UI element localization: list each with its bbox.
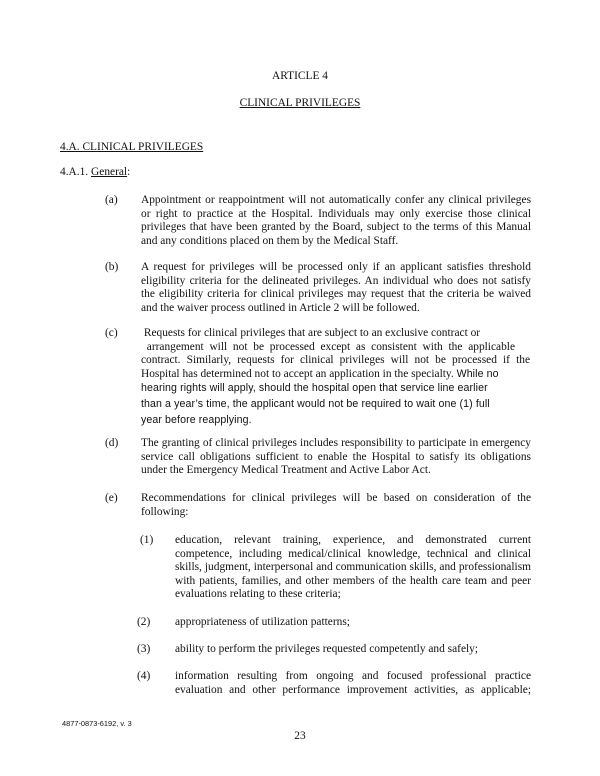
- subitem-text-4-content: information resulting from ongoing and focused professional practice evaluation and other performance improvement activities, as applicable;: [175, 670, 531, 696]
- article-title-text: CLINICAL PRIVILEGES: [239, 97, 361, 109]
- item-c-inserted-start: While no: [456, 367, 499, 380]
- item-label-e: (e): [105, 492, 118, 504]
- item-c-inserted-line-1: hearing rights will apply, should the hospital open that service line earlier: [141, 382, 488, 395]
- item-c-inserted-line-3: year before reapplying.: [141, 413, 252, 426]
- subitem-text-3: ability to perform the privileges requested competently and safely;: [175, 643, 479, 655]
- item-label-a: (a): [105, 194, 118, 206]
- subitem-label-1: (1): [140, 534, 154, 546]
- item-c-inserted-line-2: than a year’s time, the applicant would not be required to wait one (1) full: [141, 397, 490, 410]
- subsection-colon: :: [127, 166, 131, 178]
- section-heading: 4.A. CLINICAL PRIVILEGES: [60, 141, 204, 153]
- item-c-line-4-text: Hospital has determined not to accept an application in the specialty.: [141, 367, 454, 380]
- item-text-b: A request for privileges will be processed only if an applicant satisfies threshold eligibility criteria for the delineated privileges. An individual who does not satisfy the eligibility criteria for clinical privileges may request that the criteria be waived and the waiver process outlined in Article 2 will be followed.: [141, 261, 531, 314]
- subitem-label-4: (4): [137, 670, 151, 682]
- subsection-heading: [60, 166, 130, 180]
- document-id: 4877-0873-6192, v. 3: [62, 719, 132, 728]
- subitem-text-4: [175, 670, 531, 697]
- page-number: 23: [294, 730, 306, 742]
- item-label-c: (c): [105, 327, 118, 339]
- item-label-d: (d): [105, 437, 119, 449]
- item-text-e: Recommendations for clinical privileges will be based on consideration of the following:: [141, 492, 531, 518]
- item-c-line-4: [141, 368, 533, 382]
- subitem-text-2: appropriateness of utilization patterns;: [175, 616, 350, 628]
- article-number: ARTICLE 4: [272, 70, 328, 82]
- subitem-text-1: education, relevant training, experience, and demonstrated current competence, including medical/clinical knowledge, technical and clinical skills, judgment, interpersonal and communication skills, and professionalism with patients, families, and other members of the health care team and peer evaluations relating to these criteria;: [175, 534, 531, 601]
- article-title: [0, 97, 600, 111]
- subitem-label-3: (3): [137, 643, 151, 655]
- subitem-label-2: (2): [137, 616, 151, 628]
- item-c-line-1: Requests for clinical privileges that are subject to an exclusive contract or: [141, 327, 481, 339]
- item-c-line-2: arrangement will not be processed except as consistent with the applicable: [141, 340, 515, 353]
- item-text-d: The granting of clinical privileges includes responsibility to participate in emergency service call obligations sufficient to enable the Hospital to satisfy its obligations under the Emergency Medical Treatment and Active Labor Act.: [141, 437, 531, 477]
- item-label-b: (b): [105, 261, 119, 273]
- subsection-number: 4.A.1.: [60, 166, 89, 178]
- item-text-c: [141, 327, 533, 427]
- item-c-line-3: contract. Similarly, requests for clinical privileges will not be processed if the: [141, 354, 530, 367]
- subsection-label: General: [91, 166, 128, 178]
- item-text-a: Appointment or reappointment will not automatically confer any clinical privileges or right to practice at the Hospital. Individuals may only exercise those clinical privileges that have been granted by the Board, subject to the terms of this Manual and any conditions placed on them by the Medical Staff.: [141, 194, 531, 247]
